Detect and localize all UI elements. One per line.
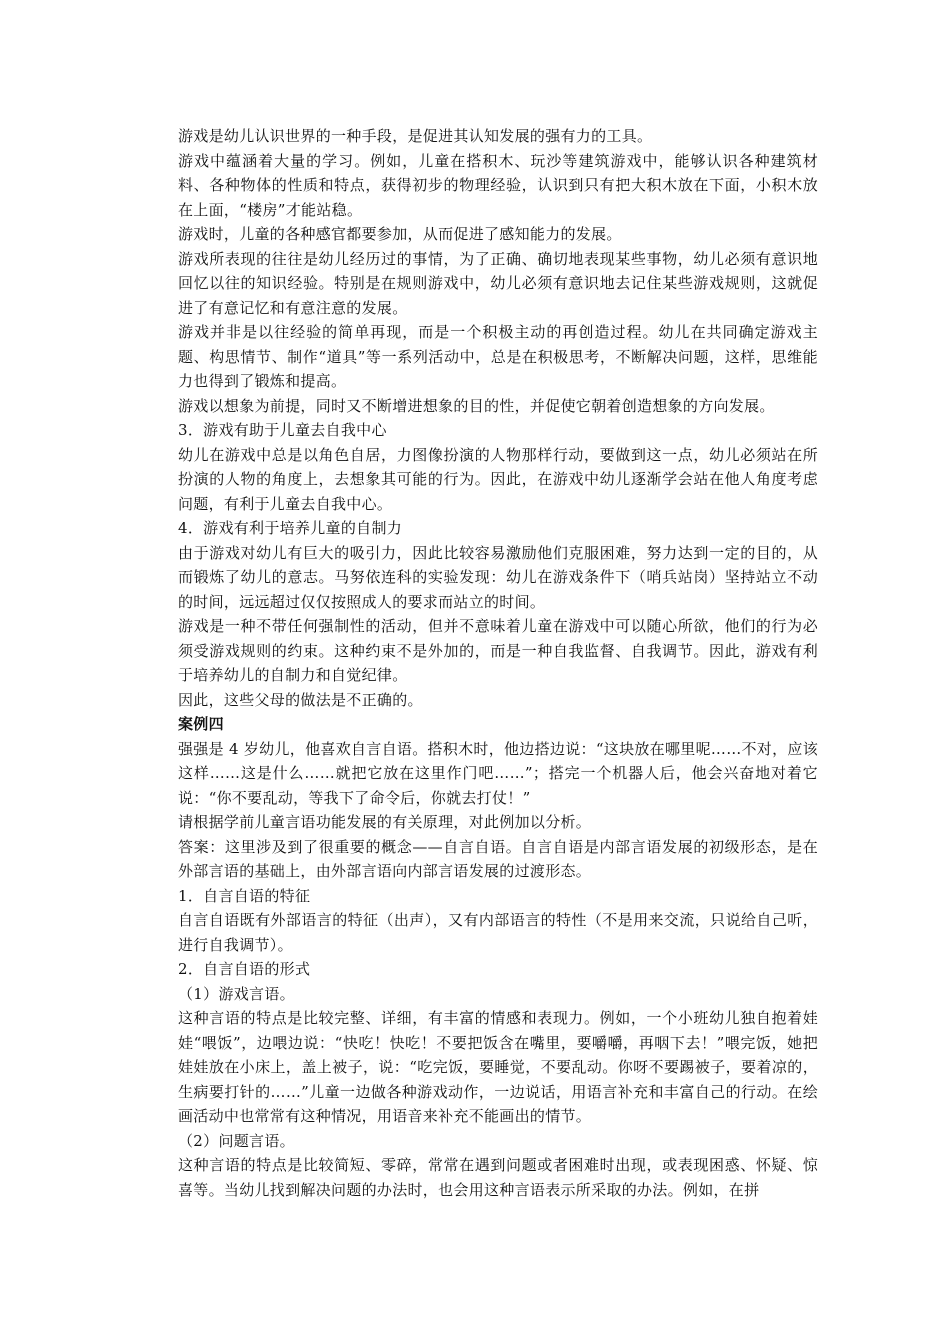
- paragraph: 强强是 4 岁幼儿，他喜欢自言自语。搭积木时，他边搭边说：“这块放在哪里呢……不对，应该这样……这是什么……就把它放在这里作门吧……”；搭完一个机器人后，他会兴奋地对着它说：“你不要乱动，等我下了命令后，你就去打仗！”: [178, 739, 818, 807]
- question: 请根据学前儿童言语功能发展的有关原理，对此例加以分析。: [178, 813, 592, 831]
- paragraph: 游戏时，儿童的各种感官都要参加，从而促进了感知能力的发展。: [178, 225, 622, 243]
- paragraph: 游戏是一种不带任何强制性的活动，但并不意味着儿童在游戏中可以随心所欲，他们的行为必须受游戏规则的约束。这种约束不是外加的，而是一种自我监督、自我调节。因此，游戏有利于培养幼儿的自制力和自觉纪律。: [178, 617, 818, 684]
- section-heading: 3．游戏有助于儿童去自我中心: [178, 421, 387, 439]
- subsection-heading: （1）游戏言语。: [178, 984, 295, 1003]
- paragraph: 游戏并非是以往经验的简单再现，而是一个积极主动的再创造过程。幼儿在共同确定游戏主题、构思情节、制作“道具”等一系列活动中，总是在积极思考，不断解决问题，这样，思维能力也得到了锻炼和提高。: [178, 323, 818, 390]
- paragraph: 由于游戏对幼儿有巨大的吸引力，因此比较容易激励他们克服困难，努力达到一定的目的，从而锻炼了幼儿的意志。马努依连科的实验发现：幼儿在游戏条件下（哨兵站岗）坚持站立不动的时间，远远超过仅仅按照成人的要求而站立的时间。: [178, 543, 818, 611]
- section-heading: 1．自言自语的特征: [178, 886, 311, 905]
- paragraph: 游戏是幼儿认识世界的一种手段，是促进其认知发展的强有力的工具。: [178, 127, 653, 145]
- subsection-heading: （2）问题言语。: [178, 1131, 295, 1150]
- paragraph: 游戏以想象为前提，同时又不断增进想象的目的性，并促使它朝着创造想象的方向发展。: [178, 396, 775, 415]
- case-heading: 案例四: [178, 715, 224, 733]
- section-heading: 4．游戏有利于培养儿童的自制力: [178, 519, 403, 537]
- document-page: [178, 124, 818, 1202]
- paragraph: 游戏所表现的往往是幼儿经历过的事情，为了正确、确切地表现某些事物，幼儿必须有意识地回忆以往的知识经验。特别是在规则游戏中，幼儿必须有意识地去记住某些游戏规则，这就促进了有意记忆和有意注意的发展。: [178, 249, 818, 317]
- section-heading: 2．自言自语的形式: [178, 960, 311, 978]
- paragraph: 游戏中蕴涵着大量的学习。例如，儿童在搭积木、玩沙等建筑游戏中，能够认识各种建筑材料、各种物体的性质和特点，获得初步的物理经验，认识到只有把大积木放在下面，小积木放在上面，“楼房”才能站稳。: [178, 151, 818, 219]
- paragraph: 这种言语的特点是比较简短、零碎，常常在遇到问题或者困难时出现，或表现困惑、怀疑、惊喜等。当幼儿找到解决问题的办法时，也会用这种言语表示所采取的办法。例如，在拼: [178, 1156, 818, 1199]
- paragraph: 幼儿在游戏中总是以角色自居，力图像扮演的人物那样行动，要做到这一点，幼儿必须站在所扮演的人物的角度上，去想象其可能的行为。因此，在游戏中幼儿逐渐学会站在他人角度考虑问题，有利于儿童去自我中心。: [178, 445, 818, 513]
- paragraph: 这种言语的特点是比较完整、详细，有丰富的情感和表现力。例如，一个小班幼儿独自抱着娃娃“喂饭”，边喂边说：“快吃！快吃！不要把饭含在嘴里，要嚼嚼，再咽下去！”喂完饭，她把娃娃放在小床上，盖上被子，说：“吃完饭，要睡觉，不要乱动。你呀不要踢被子，要着凉的，生病要打针的……”儿童一边做各种游戏动作，一边说话，用语言补充和丰富自己的行动。在绘画活动中也常常有这种情况，用语音来补充不能画出的情节。: [178, 1009, 818, 1125]
- answer: 答案：这里涉及到了很重要的概念——自言自语。自言自语是内部言语发展的初级形态，是在外部言语的基础上，由外部言语向内部言语发展的过渡形态。: [178, 837, 818, 880]
- paragraph: 因此，这些父母的做法是不正确的。: [178, 690, 423, 709]
- paragraph: 自言自语既有外部语言的特征（出声），又有内部语言的特性（不是用来交流，只说给自己听，进行自我调节）。: [178, 911, 818, 954]
